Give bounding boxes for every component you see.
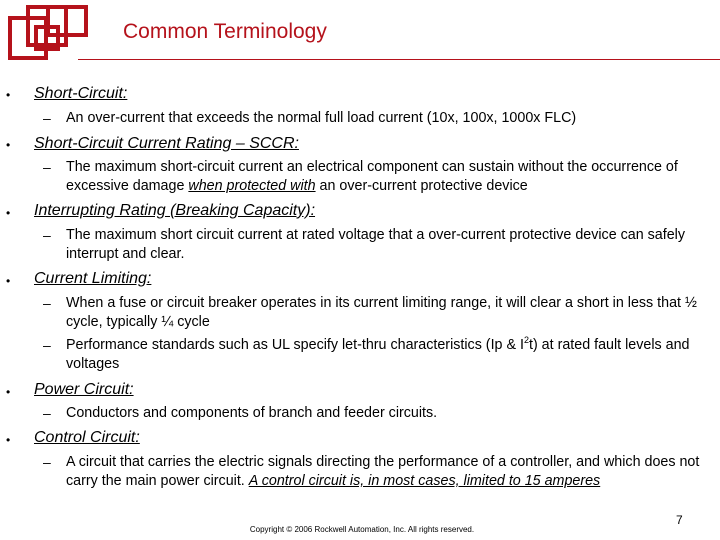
dash-icon: – bbox=[43, 227, 51, 243]
copyright-notice: Copyright © 2006 Rockwell Automation, Inc. All rights reserved. bbox=[249, 525, 475, 534]
term-heading-power-circuit: Power Circuit: bbox=[34, 381, 134, 398]
term-heading-control-circuit: Control Circuit: bbox=[34, 429, 140, 446]
emphasis-text: A control circuit is, in most cases, limited to 15 amperes bbox=[248, 473, 601, 489]
bullet-icon: • bbox=[6, 88, 11, 102]
term-detail: Performance standards such as UL specify let-thru characteristics (Ip & $I^2t$) at rated fault levels and voltages bbox=[66, 335, 690, 372]
logo-icon bbox=[6, 3, 90, 61]
term-detail: The maximum short circuit current at rated voltage that a over-current protective device can safely interrupt and clear. bbox=[66, 227, 686, 262]
bullet-icon: • bbox=[6, 433, 11, 447]
term-heading-short-circuit: Short-Circuit: bbox=[34, 85, 128, 102]
title-divider bbox=[78, 59, 720, 60]
dash-icon: – bbox=[43, 454, 51, 470]
bullet-icon: • bbox=[6, 385, 11, 399]
emphasis-text: when protected with bbox=[188, 178, 316, 194]
term-detail: The maximum short-circuit current an electrical component can sustain without the occurrence of excessive damage when protected with an over-current protective device bbox=[66, 159, 678, 194]
dash-icon: – bbox=[43, 295, 51, 311]
dash-icon: – bbox=[43, 337, 51, 353]
term-heading-sccr: Short-Circuit Current Rating – SCCR: bbox=[34, 135, 299, 152]
term-heading-interrupting-rating: Interrupting Rating (Breaking Capacity): bbox=[34, 202, 316, 219]
term-detail: When a fuse or circuit breaker operates in its current limiting range, it will clear a short in less that ½ cycle, typically ¼ cycle bbox=[66, 295, 697, 330]
term-detail: A circuit that carries the electric signals directing the performance of a controller, and which does not carry the main power circuit. A control circuit is, in most cases, limited to 15 amperes bbox=[66, 454, 700, 489]
page-title: Common Terminology bbox=[123, 20, 327, 43]
bullet-icon: • bbox=[6, 206, 11, 220]
bullet-icon: • bbox=[6, 274, 11, 288]
term-detail: An over-current that exceeds the normal full load current (10x, 100x, 1000x FLC) bbox=[66, 110, 577, 126]
dash-icon: – bbox=[43, 159, 51, 175]
term-detail: Conductors and components of branch and feeder circuits. bbox=[66, 405, 438, 421]
dash-icon: – bbox=[43, 405, 51, 421]
page-number: 7 bbox=[676, 513, 683, 527]
term-heading-current-limiting: Current Limiting: bbox=[34, 270, 152, 287]
dash-icon: – bbox=[43, 110, 51, 126]
bullet-icon: • bbox=[6, 138, 11, 152]
